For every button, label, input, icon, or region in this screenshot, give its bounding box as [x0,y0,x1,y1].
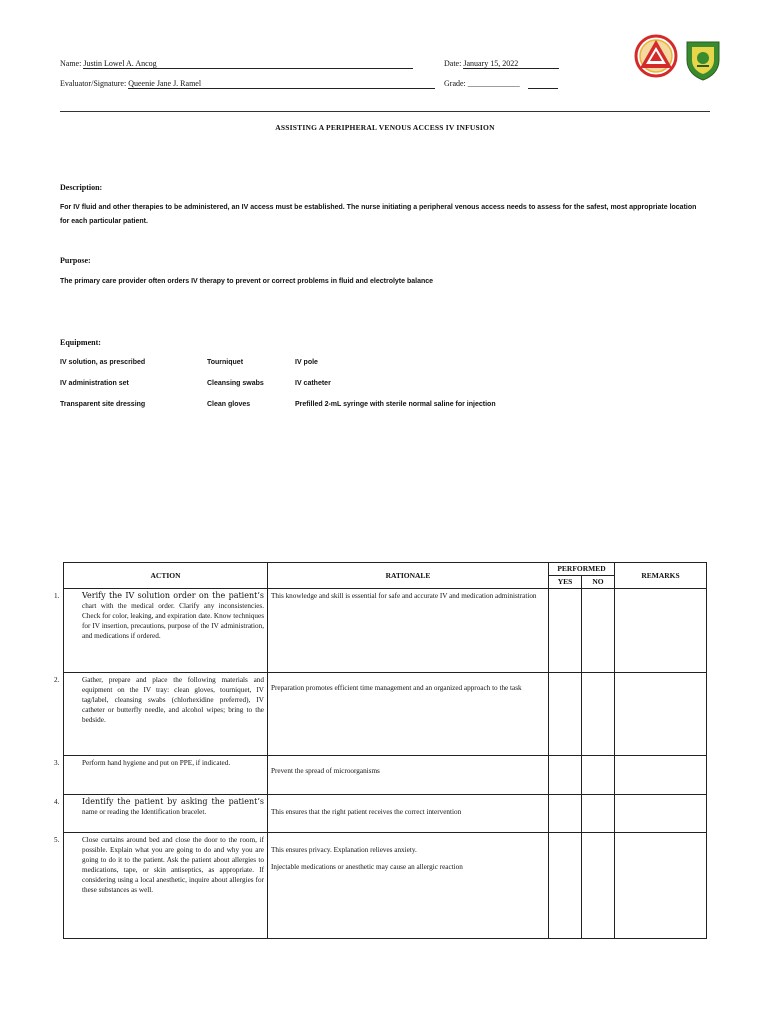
header-yes: YES [549,576,582,589]
grade-blank [528,79,558,89]
header-no: NO [582,576,615,589]
remarks-cell[interactable] [615,756,707,795]
no-checkbox-cell[interactable] [582,756,615,795]
equipment-item: Clean gloves [207,401,251,408]
equipment-item: Prefilled 2-mL syringe with sterile normal saline for injection [295,401,496,408]
shield-crest-logo [683,38,723,82]
purpose-label: Purpose: [60,256,91,265]
table-row [64,795,707,833]
action-cell [54,795,268,833]
action-lead: Identify the patient by asking the patient’s [82,797,264,806]
action-text: chart with the medical order. Clarify any inconsistencies. Check for color, leaking, and expiration date. Know techniques for IV insertion, precautions, purpose of the IV administration, and medications if ordered. [82,602,264,640]
action-text: name or reading the Identification bracelet. [82,808,207,816]
rationale-cell [268,756,549,795]
action-text: Gather, prepare and place the following materials and equipment on the IV tray: clean gloves, tourniquet, IV tag/label, cleansing swabs (chlorhexidine preferred), IV catheter or butterfly needle, and alcohol wipes; bring to the bedside. [82,676,264,724]
yes-checkbox-cell[interactable] [549,589,582,673]
action-text: Close curtains around bed and close the door to the room, if possible. Explain what you are going to do and why you are going to do it to the patient. Ask the patient about allergies to medications, tape, or skin antiseptics, as appropriate. If considering using a local anesthetic, inquire about allergies for these substances as well. [82,836,264,894]
equipment-item: Transparent site dressing [60,401,146,408]
rationale-cell [268,589,549,673]
step-number: 5. [54,836,60,844]
equipment-label: Equipment: [60,338,101,347]
date-row [444,59,559,69]
date-value: January 15, 2022 [463,59,559,69]
equipment-item: IV solution, as prescribed [60,359,146,366]
rationale-text-2: Injectable medications or anesthetic may cause an allergic reaction [271,863,463,871]
remarks-cell[interactable] [615,589,707,673]
equipment-item: IV pole [295,359,318,366]
rationale-text: This ensures privacy. Explanation relieves anxiety. [271,846,417,854]
evaluator-label: Evaluator/Signature: [60,79,127,88]
no-checkbox-cell[interactable] [582,795,615,833]
yes-checkbox-cell[interactable] [549,795,582,833]
action-cell [54,673,268,756]
action-lead: Verify the IV solution order on the patient’s [82,591,264,600]
header-action: ACTION [64,563,268,589]
equipment-item: IV catheter [295,380,331,387]
action-cell [54,833,268,939]
evaluator-row [60,79,440,89]
description-label: Description: [60,183,103,192]
remarks-cell[interactable] [615,673,707,756]
name-row [60,59,430,69]
yes-checkbox-cell[interactable] [549,833,582,939]
date-label: Date: [444,59,462,68]
step-number: 1. [54,592,60,600]
triangle-seal-logo [634,34,678,78]
rationale-text: This ensures that the right patient receives the correct intervention [271,808,462,816]
step-number: 2. [54,676,60,684]
remarks-cell[interactable] [615,833,707,939]
step-number: 3. [54,759,60,767]
action-cell [54,756,268,795]
procedure-checklist-table [54,562,707,939]
header-rationale: RATIONALE [268,563,549,589]
name-value: Justin Lowel A. Ancog [83,59,413,69]
table-row [64,833,707,939]
equipment-item: Tourniquet [207,359,244,366]
header-rule [60,111,710,112]
rationale-cell [268,673,549,756]
purpose-text: The primary care provider often orders IV therapy to prevent or correct problems in fluid and electrolyte balance [60,278,434,285]
rationale-cell [268,795,549,833]
yes-checkbox-cell[interactable] [549,756,582,795]
action-text: Perform hand hygiene and put on PPE, if indicated. [82,759,231,767]
description-text: For IV fluid and other therapies to be administered, an IV access must be established. The nurse initiating a peripheral venous access needs to assess for the safest, most appropriate location for each particular patient. [60,204,697,225]
equipment-item: IV administration set [60,380,129,387]
action-cell [54,589,268,673]
table-row [64,673,707,756]
grade-row [444,79,558,89]
header-performed: PERFORMED [549,563,615,576]
step-number: 4. [54,798,60,806]
evaluator-value: Queenie Jane J. Ramel [128,79,435,89]
table-row [64,756,707,795]
name-label: Name: [60,59,82,68]
page-title: ASSISTING A PERIPHERAL VENOUS ACCESS IV INFUSION [275,123,495,132]
rationale-cell [268,833,549,939]
table-row [64,589,707,673]
no-checkbox-cell[interactable] [582,589,615,673]
header-remarks: REMARKS [615,563,707,589]
remarks-cell[interactable] [615,795,707,833]
no-checkbox-cell[interactable] [582,833,615,939]
rationale-text: This knowledge and skill is essential for safe and accurate IV and medication administration [271,592,537,600]
yes-checkbox-cell[interactable] [549,673,582,756]
no-checkbox-cell[interactable] [582,673,615,756]
rationale-text: Prevent the spread of microorganisms [271,767,380,775]
rationale-text: Preparation promotes efficient time management and an organized approach to the task [271,684,522,692]
equipment-item: Cleansing swabs [207,380,264,387]
grade-label: Grade: _____________ [444,79,520,88]
